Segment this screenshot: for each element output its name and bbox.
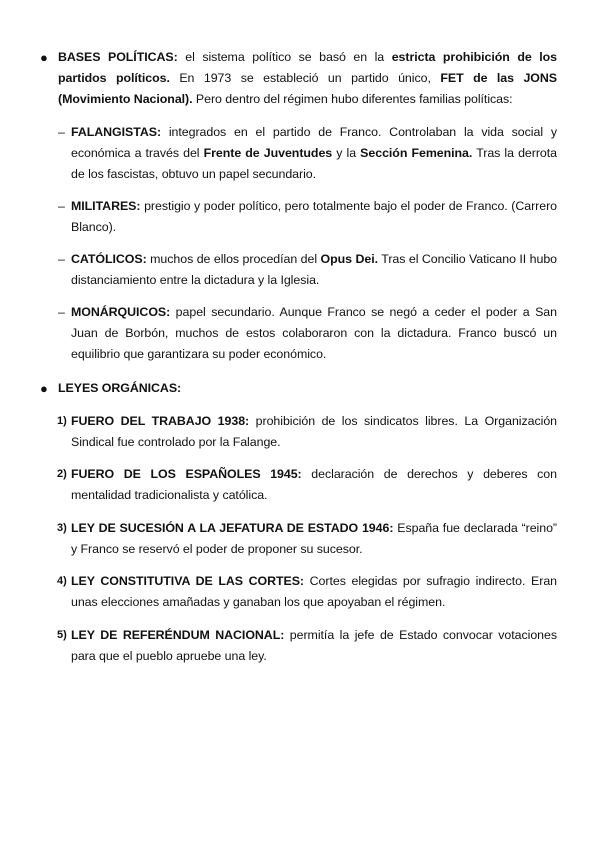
bold-run: Opus Dei. [320,252,379,266]
text-run: Cortes elegidas por sufragio indirecto. Eran unas elecciones amañadas y ganaban los que apoyaban el régimen. [71,574,558,609]
text-run: Pero dentro del régimen hubo diferentes familias políticas: [192,92,513,106]
dash-marker: – [58,252,65,266]
text-run: muchos de ellos procedían del [146,252,321,266]
text-run: prohibición de los sindicatos libres. La Organización Sindical fue controlado por la Falange. [71,414,558,449]
text-run: En 1973 se estableció un partido único, [169,71,441,85]
bold-run: estricta prohibición de los partidos políticos. [58,50,558,85]
dash-marker: – [58,199,65,213]
number-marker: 3) [57,522,67,534]
leyes-organicas-heading [58,378,557,399]
list-item-ley-cortes [71,571,557,613]
list-item-ley-referendum [71,625,557,667]
item-label: LEY CONSTITUTIVA DE LAS CORTES: [71,574,305,588]
text-run: Tras la derrota de los fascistas, obtuvo un papel secundario. [71,146,557,181]
list-item-monarquicos [71,302,557,365]
bases-politicas-paragraph [58,47,557,110]
dash-marker: – [58,305,65,319]
text-run: prestigio y poder político, pero totalmente bajo el poder de Franco. (Carrero Blanco). [71,199,557,234]
text-run: papel secundario. Aunque Franco se negó a ceder el poder a San Juan de Borbón, muchos de estos colaboraron con la dictadura. Franco buscó un equilibrio que garantizara su poder económico. [71,305,557,361]
text-run: declaración de derechos y deberes con mentalidad tradicionalista y católica. [71,467,557,502]
item-label: FUERO DEL TRABAJO 1938: [71,414,250,428]
number-marker: 5) [57,629,67,641]
item-label: LEY DE SUCESIÓN A LA JEFATURA DE ESTADO 1946: [71,521,394,535]
text-run: integrados en el partido de Franco. Controlaban la vida social y económica a través del [71,125,557,160]
section-label: BASES POLÍTICAS: [58,50,178,64]
bullet-marker: ● [40,50,48,65]
bold-run: Frente de Juventudes [203,146,333,160]
item-label: CATÓLICOS: [71,252,147,266]
item-label: MONÁRQUICOS: [71,305,171,319]
item-label: FALANGISTAS: [71,125,162,139]
section-label: LEYES ORGÁNICAS: [58,381,182,395]
list-item-fuero-espanoles [71,464,557,506]
item-label: FUERO DE LOS ESPAÑOLES 1945: [71,467,302,481]
number-marker: 2) [57,468,67,480]
bold-run: FET de las JONS (Movimiento Nacional). [58,71,557,106]
item-label: LEY DE REFERÉNDUM NACIONAL: [71,628,285,642]
text-run: permitía la jefe de Estado convocar votaciones para que el pueblo apruebe una ley. [71,628,558,663]
list-item-catolicos [71,249,557,291]
list-item-militares [71,196,557,238]
list-item-fuero-trabajo [71,411,557,453]
list-item-ley-sucesion [71,518,557,560]
text-run: España fue declarada “reino” y Franco se reservó el poder de proponer su sucesor. [71,521,557,556]
item-label: MILITARES: [71,199,141,213]
text-run: Tras el Concilio Vaticano II hubo distanciamiento entre la dictadura y la Iglesia. [71,252,557,287]
dash-marker: – [58,125,65,139]
text-run: el sistema político se basó en la [177,50,392,64]
text-run: y la [332,146,361,160]
number-marker: 1) [57,415,67,427]
bullet-marker: ● [40,381,48,396]
bold-run: Sección Femenina. [360,146,473,160]
list-item-falangistas [71,122,557,185]
number-marker: 4) [57,575,67,587]
